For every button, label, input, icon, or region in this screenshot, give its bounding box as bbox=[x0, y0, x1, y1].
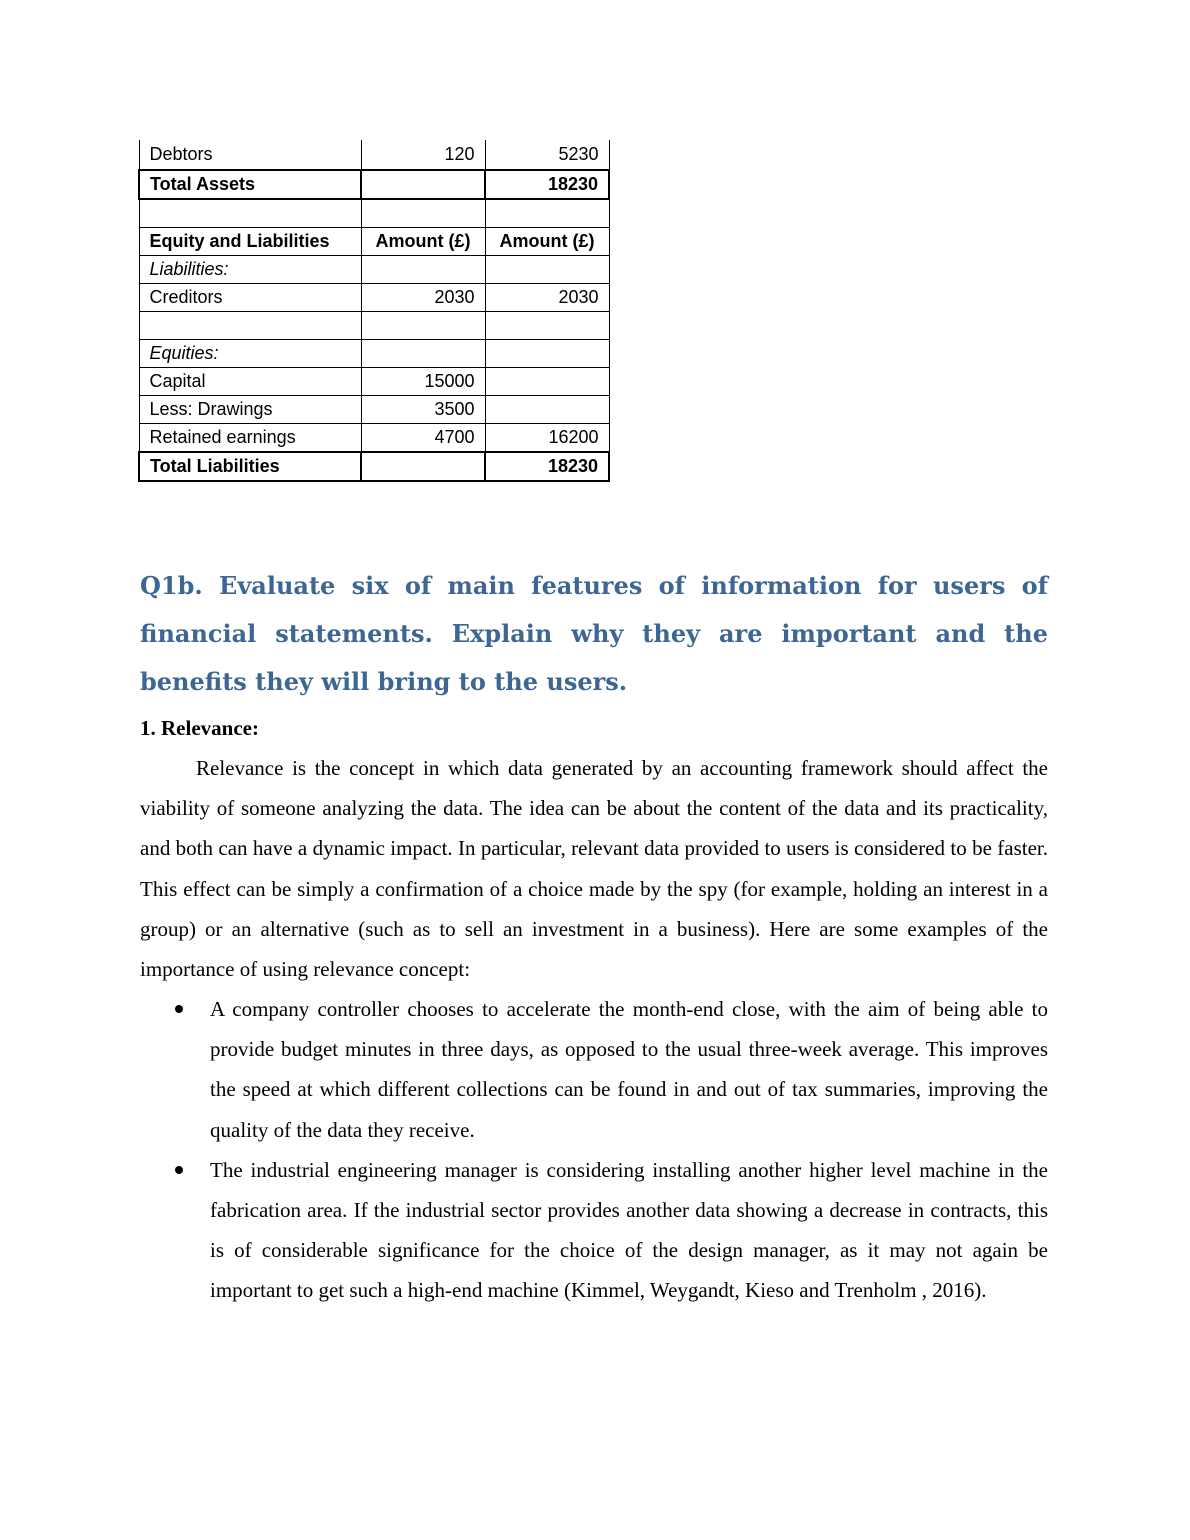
row-label: Less: Drawings bbox=[139, 396, 361, 424]
row-label: Retained earnings bbox=[139, 424, 361, 453]
amount-cell: 18230 bbox=[485, 452, 609, 481]
amount-cell: 120 bbox=[361, 140, 485, 170]
table-row-section bbox=[139, 340, 609, 368]
row-label: Liabilities: bbox=[139, 256, 361, 284]
table-header-row bbox=[139, 228, 609, 256]
bullet-icon bbox=[175, 1166, 183, 1174]
amount-cell bbox=[361, 452, 485, 481]
amount-cell bbox=[485, 340, 609, 368]
row-label bbox=[139, 199, 361, 228]
list-item-text: The industrial engineering manager is considering installing another higher level machine in the fabrication area. If the industrial sector provides another data showing a decrease in contracts, this is of considerable significance for the choice of the design manager, as it may not again be important to get such a high-end machine (Kimmel, Weygandt, Kieso and Trenholm , 2016). bbox=[210, 1157, 1048, 1303]
table-row-empty bbox=[139, 312, 609, 340]
bullet-icon bbox=[175, 1005, 183, 1013]
table-row-empty bbox=[139, 199, 609, 228]
row-label: Creditors bbox=[139, 284, 361, 312]
column-header: Amount (£) bbox=[485, 228, 609, 256]
amount-cell bbox=[485, 368, 609, 396]
amount-cell: 18230 bbox=[485, 170, 609, 199]
row-label: Total Assets bbox=[139, 170, 361, 199]
table-row bbox=[139, 284, 609, 312]
table-row-section bbox=[139, 256, 609, 284]
amount-cell bbox=[485, 199, 609, 228]
amount-cell bbox=[485, 256, 609, 284]
amount-cell: 2030 bbox=[485, 284, 609, 312]
amount-cell: 3500 bbox=[361, 396, 485, 424]
column-header: Equity and Liabilities bbox=[139, 228, 361, 256]
table-row bbox=[139, 396, 609, 424]
question-heading: Q1b. Evaluate six of main features of information for users of financial statements. Explain why they are important and the benefits they will bring to the users. bbox=[140, 571, 1048, 696]
amount-cell: 2030 bbox=[361, 284, 485, 312]
table-row bbox=[139, 368, 609, 396]
amount-cell bbox=[361, 340, 485, 368]
balance-sheet-table bbox=[138, 140, 610, 482]
row-label: Equities: bbox=[139, 340, 361, 368]
list-item bbox=[140, 1150, 1048, 1311]
column-header: Amount (£) bbox=[361, 228, 485, 256]
list-item bbox=[140, 989, 1048, 1150]
table-row-total-assets bbox=[139, 170, 609, 199]
amount-cell: 15000 bbox=[361, 368, 485, 396]
amount-cell bbox=[361, 170, 485, 199]
amount-cell bbox=[361, 199, 485, 228]
row-label: Debtors bbox=[139, 140, 361, 170]
table-row bbox=[139, 424, 609, 453]
list-item-text: A company controller chooses to accelerate the month-end close, with the aim of being able to provide budget minutes in three days, as opposed to the usual three-week average. This improves the speed at which different collections can be found in and out of tax summaries, improving the quality of the data they receive. bbox=[210, 997, 1048, 1142]
table-row bbox=[139, 140, 609, 170]
row-label: Total Liabilities bbox=[139, 452, 361, 481]
table-row-total-liabilities bbox=[139, 452, 609, 481]
amount-cell bbox=[361, 256, 485, 284]
bullet-list bbox=[140, 989, 1048, 1311]
amount-cell bbox=[485, 396, 609, 424]
amount-cell bbox=[485, 312, 609, 340]
amount-cell: 16200 bbox=[485, 424, 609, 453]
body-paragraph: Relevance is the concept in which data generated by an accounting framework should affect the viability of someone analyzing the data. The idea can be about the content of the data and its practicality, and both can have a dynamic impact. In particular, relevant data provided to users is considered to be faster. This effect can be simply a confirmation of a choice made by the spy (for example, holding an interest in a group) or an alternative (such as to sell an investment in a business). Here are some examples of the importance of using relevance concept: bbox=[140, 756, 1048, 982]
row-label: Capital bbox=[139, 368, 361, 396]
amount-cell: 4700 bbox=[361, 424, 485, 453]
section-title: 1. Relevance: bbox=[140, 716, 259, 740]
amount-cell bbox=[361, 312, 485, 340]
amount-cell: 5230 bbox=[485, 140, 609, 170]
row-label bbox=[139, 312, 361, 340]
